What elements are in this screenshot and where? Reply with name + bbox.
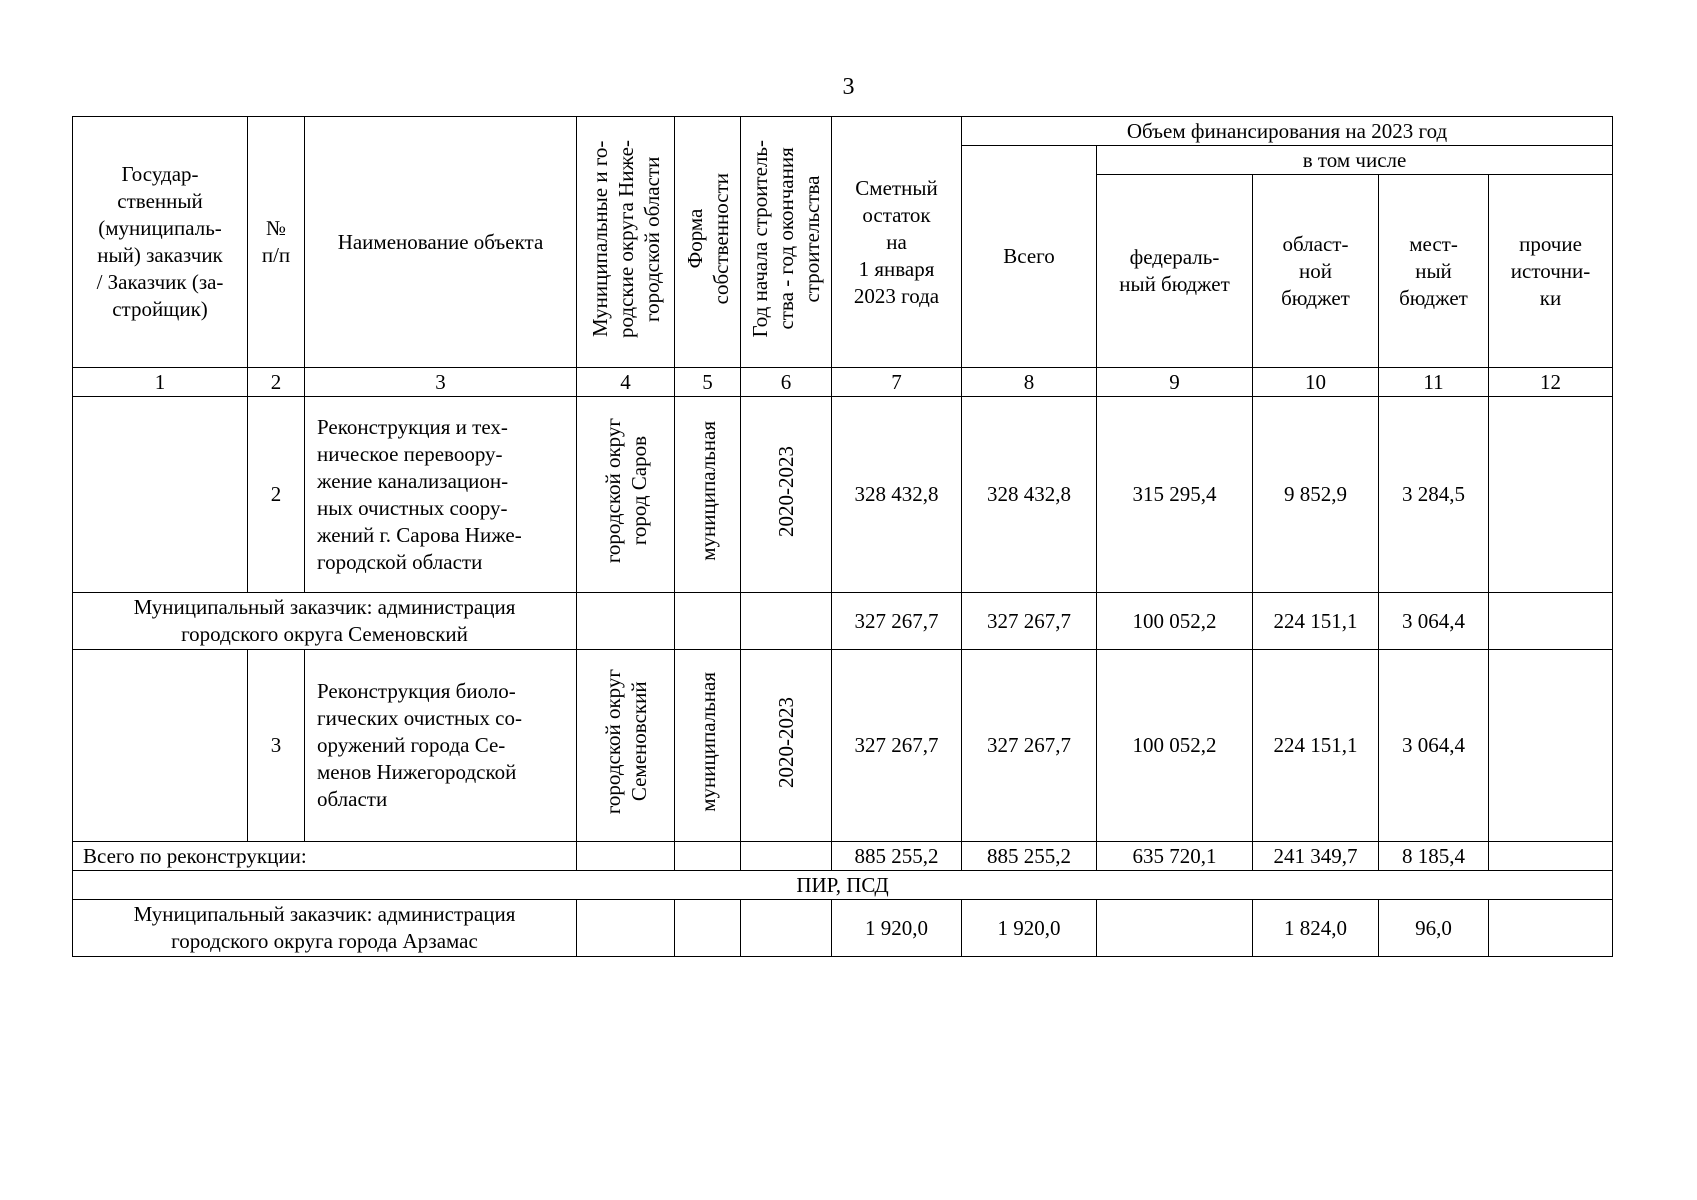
row-number: 2 — [248, 397, 305, 593]
estimated-value: 327 267,7 — [832, 593, 962, 650]
federal-value: 315 295,4 — [1097, 397, 1253, 593]
estimated-value: 328 432,8 — [832, 397, 962, 593]
column-numbers-row — [73, 368, 1613, 397]
header-funding-volume: Объем финансирования на 2023 год — [962, 117, 1613, 146]
column-number: 2 — [248, 368, 305, 397]
header-total: Всего — [962, 146, 1097, 368]
empty-cell — [675, 842, 741, 871]
local-value: 96,0 — [1379, 900, 1489, 957]
table-row-arzamas-customer — [73, 900, 1613, 957]
regional-value: 9 852,9 — [1253, 397, 1379, 593]
empty-cell — [577, 842, 675, 871]
header-object-name: Наименование объекта — [305, 117, 577, 368]
total-value: 327 267,7 — [962, 593, 1097, 650]
empty-cell — [741, 842, 832, 871]
table-row-semenov-customer — [73, 593, 1613, 650]
total-value: 885 255,2 — [962, 842, 1097, 871]
section-title: ПИР, ПСД — [73, 871, 1613, 900]
column-number: 6 — [741, 368, 832, 397]
header-number: № п/п — [248, 117, 305, 368]
header-years — [741, 117, 832, 368]
financing-table — [72, 116, 1613, 957]
other-value — [1489, 650, 1613, 842]
regional-value: 241 349,7 — [1253, 842, 1379, 871]
empty-cell — [577, 593, 675, 650]
header-federal: федераль- ный бюджет — [1097, 175, 1253, 368]
years-cell — [741, 650, 832, 842]
years-text: 2020-2023 — [774, 445, 798, 537]
header-municipality — [577, 117, 675, 368]
column-number: 10 — [1253, 368, 1379, 397]
ownership-cell — [675, 650, 741, 842]
header-regional: област- ной бюджет — [1253, 175, 1379, 368]
customer-label: Муниципальный заказчик: администрация городского округа города Арзамас — [73, 900, 577, 957]
reconstruction-total-label: Всего по реконструкции: — [73, 842, 577, 871]
empty-cell — [675, 593, 741, 650]
column-number: 12 — [1489, 368, 1613, 397]
empty-cell — [741, 900, 832, 957]
customer-cell — [73, 397, 248, 593]
column-number: 1 — [73, 368, 248, 397]
regional-value: 224 151,1 — [1253, 593, 1379, 650]
header-municipality-text: Муниципальные и го- родские округа Ниже- городской области — [587, 139, 664, 338]
table-row-semenov — [73, 650, 1613, 842]
object-name: Реконструкция биоло- гических очистных со- оружений города Се- менов Нижегородской области — [305, 650, 577, 842]
other-value — [1489, 397, 1613, 593]
total-value: 328 432,8 — [962, 397, 1097, 593]
total-value: 327 267,7 — [962, 650, 1097, 842]
municipality-cell — [577, 650, 675, 842]
header-ownership-text: Форма собственности — [682, 172, 733, 305]
header-including: в том числе — [1097, 146, 1613, 175]
municipality-text: городской округ Семеновский — [600, 669, 651, 815]
column-number: 8 — [962, 368, 1097, 397]
row-number: 3 — [248, 650, 305, 842]
regional-value: 224 151,1 — [1253, 650, 1379, 842]
header-local: мест- ный бюджет — [1379, 175, 1489, 368]
column-number: 9 — [1097, 368, 1253, 397]
page-number: 3 — [842, 74, 855, 100]
table-row-pir-section — [73, 871, 1613, 900]
local-value: 3 064,4 — [1379, 650, 1489, 842]
header-years-text: Год начала строитель- ства - год окончания строительства — [748, 139, 824, 338]
customer-cell — [73, 650, 248, 842]
federal-value: 635 720,1 — [1097, 842, 1253, 871]
regional-value: 1 824,0 — [1253, 900, 1379, 957]
years-cell — [741, 397, 832, 593]
header-other: прочие источни- ки — [1489, 175, 1613, 368]
total-value: 1 920,0 — [962, 900, 1097, 957]
header-customer: Государ- ственный (муниципаль- ный) заказчик / Заказчик (за- стройщик) — [73, 117, 248, 368]
other-value — [1489, 900, 1613, 957]
header-estimated-balance: Сметный остаток на 1 января 2023 года — [832, 117, 962, 368]
table-row-reconstruction-total — [73, 842, 1613, 871]
column-number: 7 — [832, 368, 962, 397]
column-number: 11 — [1379, 368, 1489, 397]
ownership-cell — [675, 397, 741, 593]
other-value — [1489, 842, 1613, 871]
local-value: 8 185,4 — [1379, 842, 1489, 871]
local-value: 3 064,4 — [1379, 593, 1489, 650]
table-row-sarov — [73, 397, 1613, 593]
estimated-value: 327 267,7 — [832, 650, 962, 842]
municipality-cell — [577, 397, 675, 593]
empty-cell — [675, 900, 741, 957]
ownership-text: муниципальная — [695, 421, 720, 561]
header-ownership — [675, 117, 741, 368]
estimated-value: 1 920,0 — [832, 900, 962, 957]
federal-value: 100 052,2 — [1097, 593, 1253, 650]
empty-cell — [741, 593, 832, 650]
years-text: 2020-2023 — [774, 696, 798, 788]
customer-label: Муниципальный заказчик: администрация городского округа Семеновский — [73, 593, 577, 650]
municipality-text: городской округ город Саров — [600, 418, 651, 564]
object-name: Реконструкция и тех- ническое перевоору- жение канализацион- ных очистных соору- жений г. Сарова Ниже- городской области — [305, 397, 577, 593]
column-number: 4 — [577, 368, 675, 397]
federal-value: 100 052,2 — [1097, 650, 1253, 842]
federal-value — [1097, 900, 1253, 957]
column-number: 5 — [675, 368, 741, 397]
ownership-text: муниципальная — [695, 672, 720, 812]
local-value: 3 284,5 — [1379, 397, 1489, 593]
empty-cell — [577, 900, 675, 957]
column-number: 3 — [305, 368, 577, 397]
estimated-value: 885 255,2 — [832, 842, 962, 871]
other-value — [1489, 593, 1613, 650]
